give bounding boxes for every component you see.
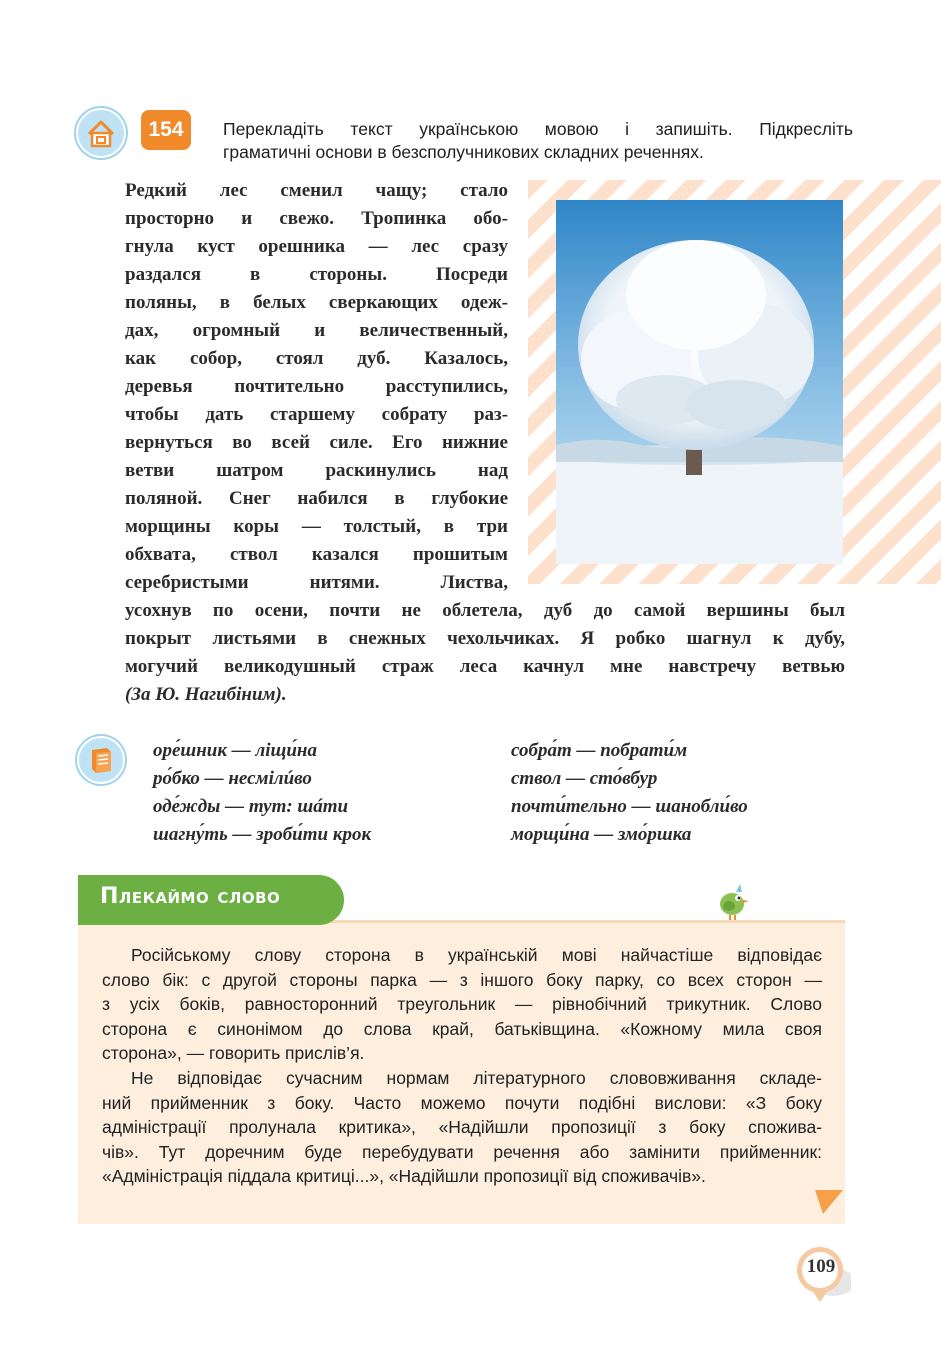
- section-line: сторона», — говорить прислів’я.: [102, 1043, 365, 1064]
- text-line: Редкий лес сменил чащу; стало: [125, 180, 508, 201]
- glossary-entry: почти́тельно — шанобли́во: [511, 796, 748, 817]
- section-line: Російському слову сторона в українській мові найчастіше відповідає: [131, 945, 822, 965]
- page-number: 109: [806, 1256, 836, 1277]
- exercise-number: 154: [141, 110, 191, 150]
- section-line: з усіх боків, равносторонний треугольник — рівнобічний трикутник. Слово: [102, 994, 822, 1015]
- text-line: гнула куст орешника — лес сразу: [125, 236, 508, 257]
- text-line: покрыт листьями в снежных чехольчиках. Я робко шагнул к дубу,: [125, 628, 845, 649]
- russian-text-column: [125, 177, 508, 597]
- text-line: обхвата, ствол казался прошитым: [125, 544, 508, 565]
- text-line: серебристыми нитями. Листва,: [125, 572, 508, 593]
- text-source: (За Ю. Нагибіним).: [125, 684, 287, 705]
- glossary-entry: морщи́на — змо́ршка: [511, 824, 692, 845]
- text-line: раздался в стороны. Посреди: [125, 264, 508, 285]
- instruction-line: Перекладіть текст українською мовою і запишіть. Підкресліть: [223, 119, 853, 139]
- home-icon: [76, 108, 126, 158]
- snowy-oak-photo: [556, 200, 843, 564]
- section-line: «Адміністрація піддала критиці...», «Надійшли пропозиції від споживачів».: [102, 1166, 706, 1187]
- glossary-entry: ро́бко — несмілúво: [153, 768, 312, 789]
- book-icon: [77, 736, 125, 784]
- text-line: чтобы дать старшему собрату раз-: [125, 404, 508, 425]
- text-line: усохнув по осени, почти не облетела, дуб до самой вершины был: [125, 600, 845, 621]
- section-text: [102, 943, 822, 1189]
- text-line: вернуться во всей силе. Его нижние: [125, 432, 508, 453]
- glossary-entry: оре́шник — ліщи́на: [153, 740, 317, 761]
- instruction-line: граматичні основи в безсполучникових складних реченнях.: [223, 142, 704, 162]
- glossary-entry: оде́жды — тут: шáти: [153, 796, 349, 817]
- section-line: чів». Тут доречним буде перебудувати речення або замінити прийменник:: [102, 1141, 822, 1162]
- section-line: слово бік: с другой стороны парка — з іншого боку парку, со всех сторон —: [102, 969, 822, 990]
- text-line: деревья почтительно расступились,: [125, 376, 508, 397]
- glossary-entry: шагну́ть — зроби́ти крок: [153, 824, 372, 845]
- glossary-right: [511, 737, 851, 849]
- exercise-instruction: [223, 118, 853, 164]
- text-line: поляны, в белых сверкающих одеж-: [125, 292, 508, 313]
- text-line: могучий великодушный страж леса качнул мне навстречу ветвью: [125, 656, 845, 677]
- section-title: Плекаймо слово: [100, 884, 281, 909]
- bird-icon: [712, 878, 756, 922]
- text-line: как собор, стоял дуб. Казалось,: [125, 348, 508, 369]
- text-line: морщины коры — толстый, в три: [125, 516, 508, 537]
- corner-triangle: [813, 1186, 845, 1218]
- text-line: просторно и свежо. Тропинка обо-: [125, 208, 508, 229]
- glossary-entry: ствол — сто́вбур: [511, 768, 658, 789]
- text-line: дах, огромный и величественный,: [125, 320, 508, 341]
- glossary-entry: собра́т — побрати́м: [511, 740, 688, 761]
- section-line: адміністрації пролунала критика», «Надійшли пропозиції з боку спожива-: [102, 1117, 822, 1138]
- text-line: поляной. Снег набился в глубокие: [125, 488, 508, 509]
- russian-text-wide: [125, 597, 845, 709]
- section-line: ний прийменник з боку. Часто можемо почути подібні вислови: «З боку: [102, 1092, 822, 1113]
- text-line: ветви шатром раскинулись над: [125, 460, 508, 481]
- glossary-left: [153, 737, 483, 849]
- section-line: Не відповідає сучасним нормам літературного слововживання складе-: [131, 1067, 822, 1088]
- section-line: сторона є синонімом до слова край, батьківщина. «Кожному мила своя: [102, 1018, 822, 1039]
